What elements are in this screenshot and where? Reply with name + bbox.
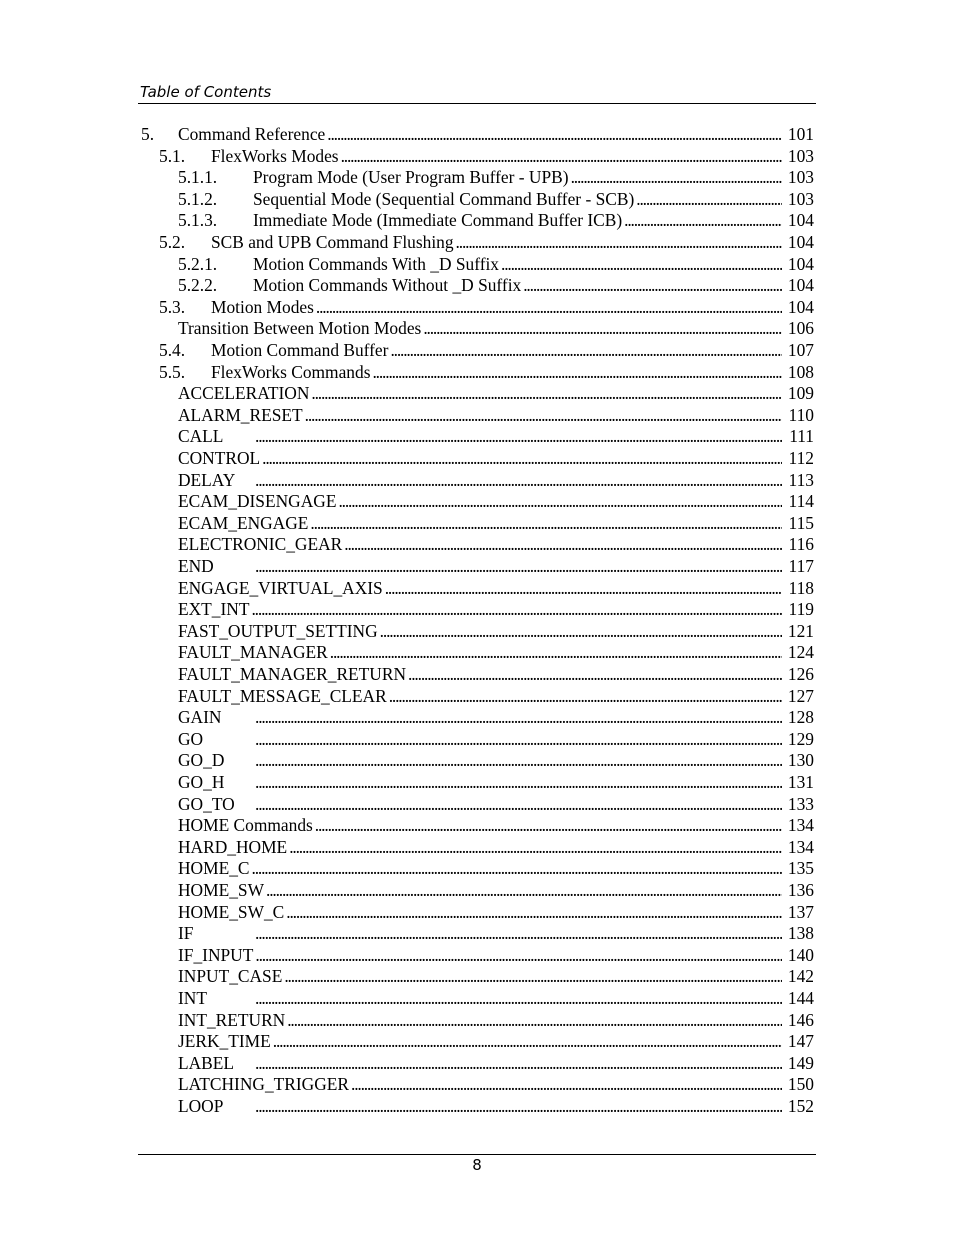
dot-leader [255, 1095, 812, 1117]
toc-entry[interactable] [0, 879, 954, 901]
dot-leader [315, 814, 812, 836]
dot-leader [338, 490, 812, 512]
toc-entry-title: Motion Commands Without _D Suffix [253, 275, 522, 296]
toc-entry-title: END [178, 556, 214, 576]
dot-leader [262, 447, 812, 469]
dot-leader [351, 1073, 812, 1095]
dot-leader [255, 771, 812, 793]
toc-entry-title: JERK_TIME [178, 1031, 271, 1052]
toc-entry[interactable] [0, 123, 954, 145]
toc-entry-title: Command Reference [178, 124, 326, 144]
toc-entry-page: 152 [782, 1095, 814, 1117]
toc-entry-title: ALARM_RESET [178, 404, 303, 425]
toc-entry-page: 134 [782, 836, 814, 858]
toc-entry-page: 117 [782, 555, 814, 577]
toc-entry-title: IF_INPUT [178, 944, 254, 965]
page-number: 8 [472, 1156, 482, 1174]
toc-entry-page: 106 [782, 317, 814, 339]
toc-entry-page: 147 [782, 1030, 814, 1052]
toc-entry-title: ECAM_DISENGAGE [178, 491, 337, 512]
toc-entry[interactable] [0, 1052, 954, 1074]
toc-entry-page: 124 [782, 641, 814, 663]
dot-leader [255, 425, 812, 447]
toc-entry-page: 127 [782, 685, 814, 707]
header-divider [138, 103, 816, 104]
toc-entry[interactable] [0, 1030, 954, 1052]
toc-entry-number: 5.2.2. [178, 275, 218, 296]
toc-entry-page: 134 [782, 814, 814, 836]
page-header-title: Table of Contents [140, 83, 272, 101]
toc-entry-title: GO_H [178, 772, 225, 792]
toc-entry-number: 5.3. [159, 296, 186, 317]
toc-entry[interactable] [0, 512, 954, 534]
toc-entry-page: 104 [782, 231, 814, 253]
toc-entry[interactable] [0, 685, 954, 707]
toc-entry-title: Immediate Mode (Immediate Command Buffer ICB) [253, 210, 623, 231]
toc-entry[interactable] [0, 188, 954, 210]
toc-entry[interactable] [0, 296, 954, 318]
toc-entry[interactable] [0, 447, 954, 469]
toc-entry[interactable] [0, 922, 954, 944]
toc-entry-title: GO_D [178, 750, 225, 771]
toc-entry-title: Motion Commands With _D Suffix [253, 253, 500, 274]
toc-entry-title: SCB and UPB Command Flushing [211, 232, 454, 252]
toc-entry[interactable] [0, 145, 954, 167]
toc-entry[interactable] [0, 274, 954, 296]
dot-leader [305, 404, 812, 426]
toc-entry[interactable] [0, 1073, 954, 1095]
toc-entry[interactable] [0, 166, 954, 188]
toc-entry-page: 107 [782, 339, 814, 361]
toc-entry-number: 5.1.1. [178, 167, 218, 188]
toc-entry-page: 104 [782, 209, 814, 231]
dot-leader [255, 728, 812, 750]
toc-entry-page: 104 [782, 296, 814, 318]
toc-entry-title: Transition Between Motion Modes [178, 318, 422, 339]
toc-entry[interactable] [0, 749, 954, 771]
toc-entry-page: 146 [782, 1009, 814, 1031]
toc-entry-page: 137 [782, 901, 814, 923]
dot-leader [287, 1009, 812, 1031]
toc-entry[interactable] [0, 1095, 954, 1117]
toc-entry-title: Motion Command Buffer [211, 340, 389, 360]
dot-leader [380, 620, 812, 642]
toc-entry-number: 5.2.1. [178, 253, 218, 274]
dot-leader [423, 317, 812, 339]
dot-leader [341, 145, 812, 167]
toc-entry-title: IF [178, 923, 194, 944]
dot-leader [385, 577, 812, 599]
dot-leader [456, 231, 812, 253]
dot-leader [372, 361, 812, 383]
toc-entry-page: 118 [782, 577, 814, 599]
dot-leader [330, 641, 812, 663]
toc-entry-page: 144 [782, 987, 814, 1009]
toc-entry-page: 101 [782, 123, 814, 145]
toc-entry-page: 133 [782, 793, 814, 815]
toc-entry-title: HOME_C [178, 858, 250, 879]
toc-entry-page: 108 [782, 361, 814, 383]
toc-entry-title: GAIN [178, 707, 222, 728]
toc-entry-title: DELAY [178, 469, 236, 490]
toc-entry-page: 116 [782, 533, 814, 555]
toc-entry[interactable] [0, 793, 954, 815]
toc-entry-title: INPUT_CASE [178, 966, 283, 987]
toc-entry[interactable] [0, 469, 954, 491]
toc-entry-title: CONTROL [178, 448, 261, 468]
toc-entry-title: FlexWorks Commands [211, 361, 371, 382]
toc-entry-title: HOME_SW [178, 880, 264, 900]
toc-entry-title: Program Mode (User Program Buffer - UPB) [253, 167, 569, 188]
toc-entry-title: FAULT_MANAGER [178, 642, 328, 663]
toc-entry-page: 149 [782, 1052, 814, 1074]
toc-entry[interactable] [0, 987, 954, 1009]
toc-entry-page: 112 [782, 447, 814, 469]
toc-entry-title: ECAM_ENGAGE [178, 512, 309, 533]
toc-entry[interactable] [0, 598, 954, 620]
toc-entry[interactable] [0, 577, 954, 599]
toc-entry-page: 103 [782, 145, 814, 167]
dot-leader [252, 857, 813, 879]
dot-leader [286, 901, 812, 923]
toc-entry-page: 138 [782, 922, 814, 944]
toc-entry[interactable] [0, 253, 954, 275]
toc-entry-page: 119 [782, 598, 814, 620]
toc-entry[interactable] [0, 209, 954, 231]
dot-leader [255, 922, 812, 944]
dot-leader [316, 296, 812, 318]
toc-entry[interactable] [0, 490, 954, 512]
dot-leader [389, 685, 812, 707]
toc-entry-title: LATCHING_TRIGGER [178, 1074, 349, 1095]
toc-entry[interactable] [0, 339, 954, 361]
toc-entry-page: 103 [782, 166, 814, 188]
toc-entry-title: HARD_HOME [178, 836, 288, 857]
dot-leader [255, 1052, 812, 1074]
toc-entry-title: LABEL [178, 1052, 235, 1073]
toc-entry[interactable] [0, 728, 954, 750]
toc-entry-number: 5. [141, 124, 155, 144]
toc-entry[interactable] [0, 382, 954, 404]
toc-entry-page: 128 [782, 706, 814, 728]
toc-entry-title: Motion Modes [211, 296, 314, 317]
dot-leader [255, 469, 812, 491]
toc-entry-page: 111 [782, 425, 814, 447]
dot-leader [273, 1030, 812, 1052]
dot-leader [255, 987, 812, 1009]
toc-entry[interactable] [0, 706, 954, 728]
toc-entry-page: 110 [782, 404, 814, 426]
toc-entry-page: 113 [782, 469, 814, 491]
toc-entry[interactable] [0, 641, 954, 663]
dot-leader [390, 339, 812, 361]
dot-leader [310, 512, 812, 534]
toc-entry[interactable] [0, 1009, 954, 1031]
toc-entry-page: 115 [782, 512, 814, 534]
toc-entry-page: 129 [782, 728, 814, 750]
toc-entry-title: GO_TO [178, 793, 235, 814]
toc-entry-title: FAULT_MESSAGE_CLEAR [178, 685, 387, 706]
dot-leader [408, 663, 812, 685]
dot-leader [255, 749, 812, 771]
toc-entry-page: 142 [782, 965, 814, 987]
toc-entry-page: 130 [782, 749, 814, 771]
toc-entry-number: 5.1.2. [178, 188, 218, 209]
toc-entry-title: ENGAGE_VIRTUAL_AXIS [178, 577, 383, 598]
toc-entry-title: FlexWorks Modes [211, 145, 339, 166]
toc-entry-page: 136 [782, 879, 814, 901]
toc-entry-title: EXT_INT [178, 599, 250, 620]
toc-entry-title: GO [178, 728, 204, 749]
toc-entry[interactable] [0, 361, 954, 383]
dot-leader [571, 166, 812, 188]
dot-leader [289, 836, 812, 858]
toc-entry-title: INT [178, 988, 207, 1008]
toc-entry-page: 150 [782, 1073, 814, 1095]
toc-entry-title: FAST_OUTPUT_SETTING [178, 620, 378, 641]
toc-entry[interactable] [0, 901, 954, 923]
dot-leader [501, 253, 812, 275]
toc-entry[interactable] [0, 533, 954, 555]
toc-entry-title: Sequential Mode (Sequential Command Buffer - SCB) [253, 188, 635, 209]
dot-leader [266, 879, 812, 901]
dot-leader [255, 706, 812, 728]
toc-entry-page: 131 [782, 771, 814, 793]
dot-leader [311, 382, 812, 404]
toc-entry-title: ELECTRONIC_GEAR [178, 534, 343, 555]
dot-leader [327, 123, 812, 145]
toc-entry[interactable] [0, 814, 954, 836]
toc-entry[interactable] [0, 555, 954, 577]
toc-entry-number: 5.1.3. [178, 210, 218, 231]
toc-entry[interactable] [0, 231, 954, 253]
toc-entry[interactable] [0, 317, 954, 339]
toc-entry[interactable] [0, 944, 954, 966]
toc-entry-title: ACCELERATION [178, 383, 310, 404]
toc-entry-title: FAULT_MANAGER_RETURN [178, 664, 407, 684]
toc-entry[interactable] [0, 620, 954, 642]
footer-divider [138, 1154, 816, 1155]
toc-entry[interactable] [0, 425, 954, 447]
toc-entry-number: 5.5. [159, 361, 186, 382]
toc-entry-page: 104 [782, 253, 814, 275]
toc-entry[interactable] [0, 965, 954, 987]
toc-entry-page: 135 [782, 857, 814, 879]
dot-leader [251, 598, 812, 620]
dot-leader [344, 533, 812, 555]
toc-entry-title: CALL [178, 426, 224, 447]
toc-entry-page: 121 [782, 620, 814, 642]
toc-entry-page: 104 [782, 274, 814, 296]
toc-entry-page: 126 [782, 663, 814, 685]
toc-entry-title: LOOP [178, 1096, 224, 1116]
toc-entry-page: 109 [782, 382, 814, 404]
toc-entry[interactable] [0, 857, 954, 879]
toc-entry-number: 5.4. [159, 340, 186, 360]
toc-entry-title: HOME Commands [178, 815, 313, 836]
toc-entry[interactable] [0, 771, 954, 793]
toc-entry-title: HOME_SW_C [178, 901, 285, 922]
toc-entry[interactable] [0, 404, 954, 426]
toc-entry-number: 5.2. [159, 232, 186, 252]
toc-entry-number: 5.1. [159, 145, 186, 166]
dot-leader [255, 944, 812, 966]
toc-entry-page: 114 [782, 490, 814, 512]
toc-entry-page: 103 [782, 188, 814, 210]
toc-entry-page: 140 [782, 944, 814, 966]
dot-leader [255, 555, 812, 577]
dot-leader [255, 793, 812, 815]
toc-entry-title: INT_RETURN [178, 1009, 286, 1030]
toc-entry[interactable] [0, 836, 954, 858]
dot-leader [523, 274, 812, 296]
toc-entry[interactable] [0, 663, 954, 685]
dot-leader [284, 965, 812, 987]
